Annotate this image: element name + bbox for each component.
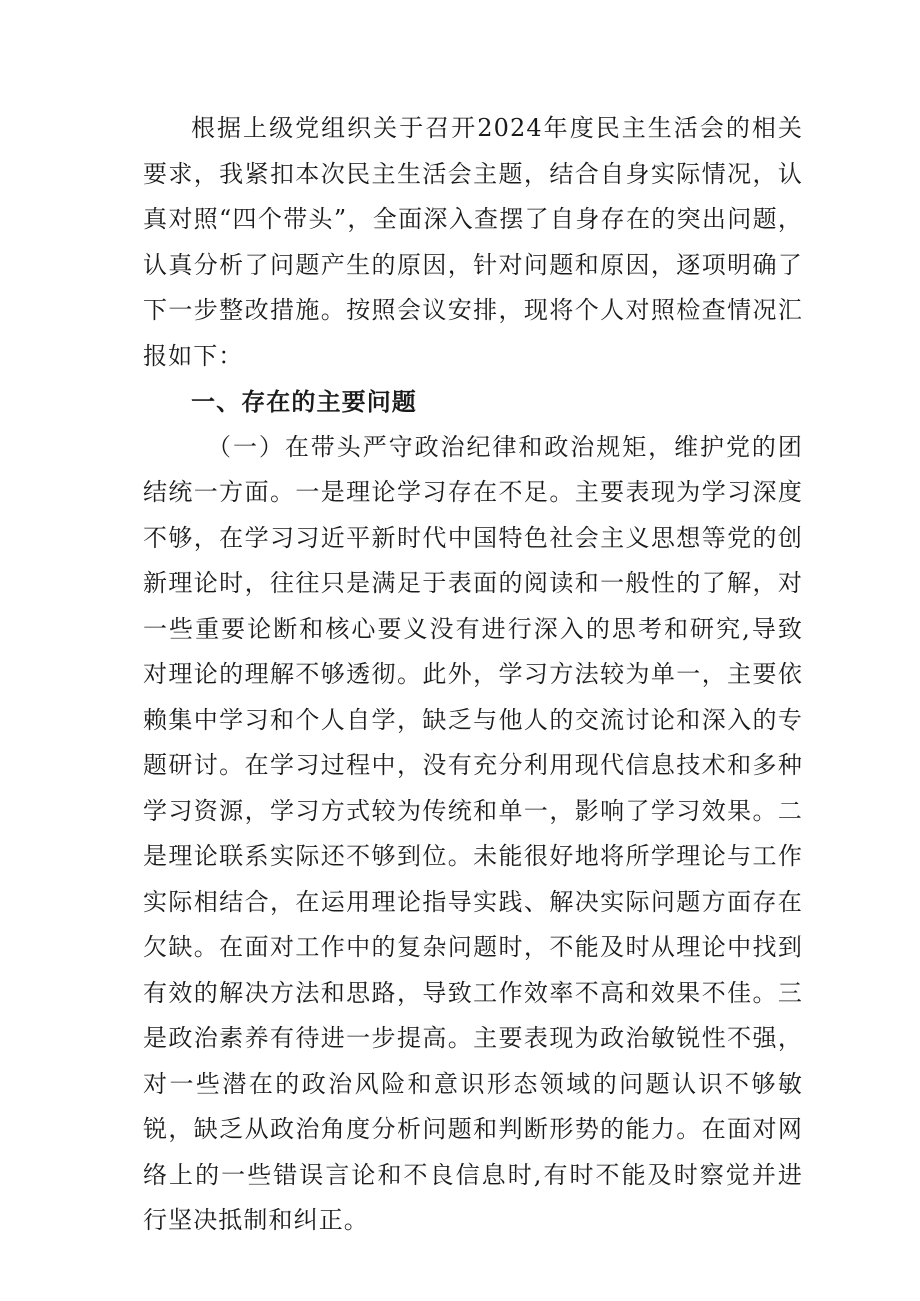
document-body bbox=[143, 106, 803, 1244]
intro-paragraph: 根据上级党组织关于召开2024年度民主生活会的相关要求，我紧扣本次民主生活会主题，结合自身实际情况，认真对照“四个带头”，全面深入查摆了自身存在的突出问题，认真分析了问题产生的原因，针对问题和原因，逐项明确了下一步整改措施。按照会议安排，现将个人对照检查情况汇报如下： bbox=[143, 114, 803, 370]
section-paragraph: （一）在带头严守政治纪律和政治规矩，维护党的团结统一方面。一是理论学习存在不足。主要表现为学习深度不够，在学习习近平新时代中国特色社会主义思想等党的创新理论时，往往只是满足于表面的阅读和一般性的了解，对一些重要论断和核心要义没有进行深入的思考和研究,导致对理论的理解不够透彻。此外，学习方法较为单一，主要依赖集中学习和个人自学，缺乏与他人的交流讨论和深入的专题研讨。在学习过程中，没有充分利用现代信息技术和多种学习资源，学习方式较为传统和单一，影响了学习效果。二是理论联系实际还不够到位。未能很好地将所学理论与工作实际相结合，在运用理论指导实践、解决实际问题方面存在欠缺。在面对工作中的复杂问题时，不能及时从理论中找到有效的解决方法和思路，导致工作效率不高和效果不佳。三是政治素养有待进一步提高。主要表现为政治敏锐性不强，对一些潜在的政治风险和意识形态领域的问题认识不够敏锐，缺乏从政治角度分析问题和判断形势的能力。在面对网络上的一些错误言论和不良信息时,有时不能及时察觉并进行坚决抵制和纠正。 bbox=[143, 432, 803, 1234]
section-heading: 一、存在的主要问题 bbox=[191, 387, 417, 416]
